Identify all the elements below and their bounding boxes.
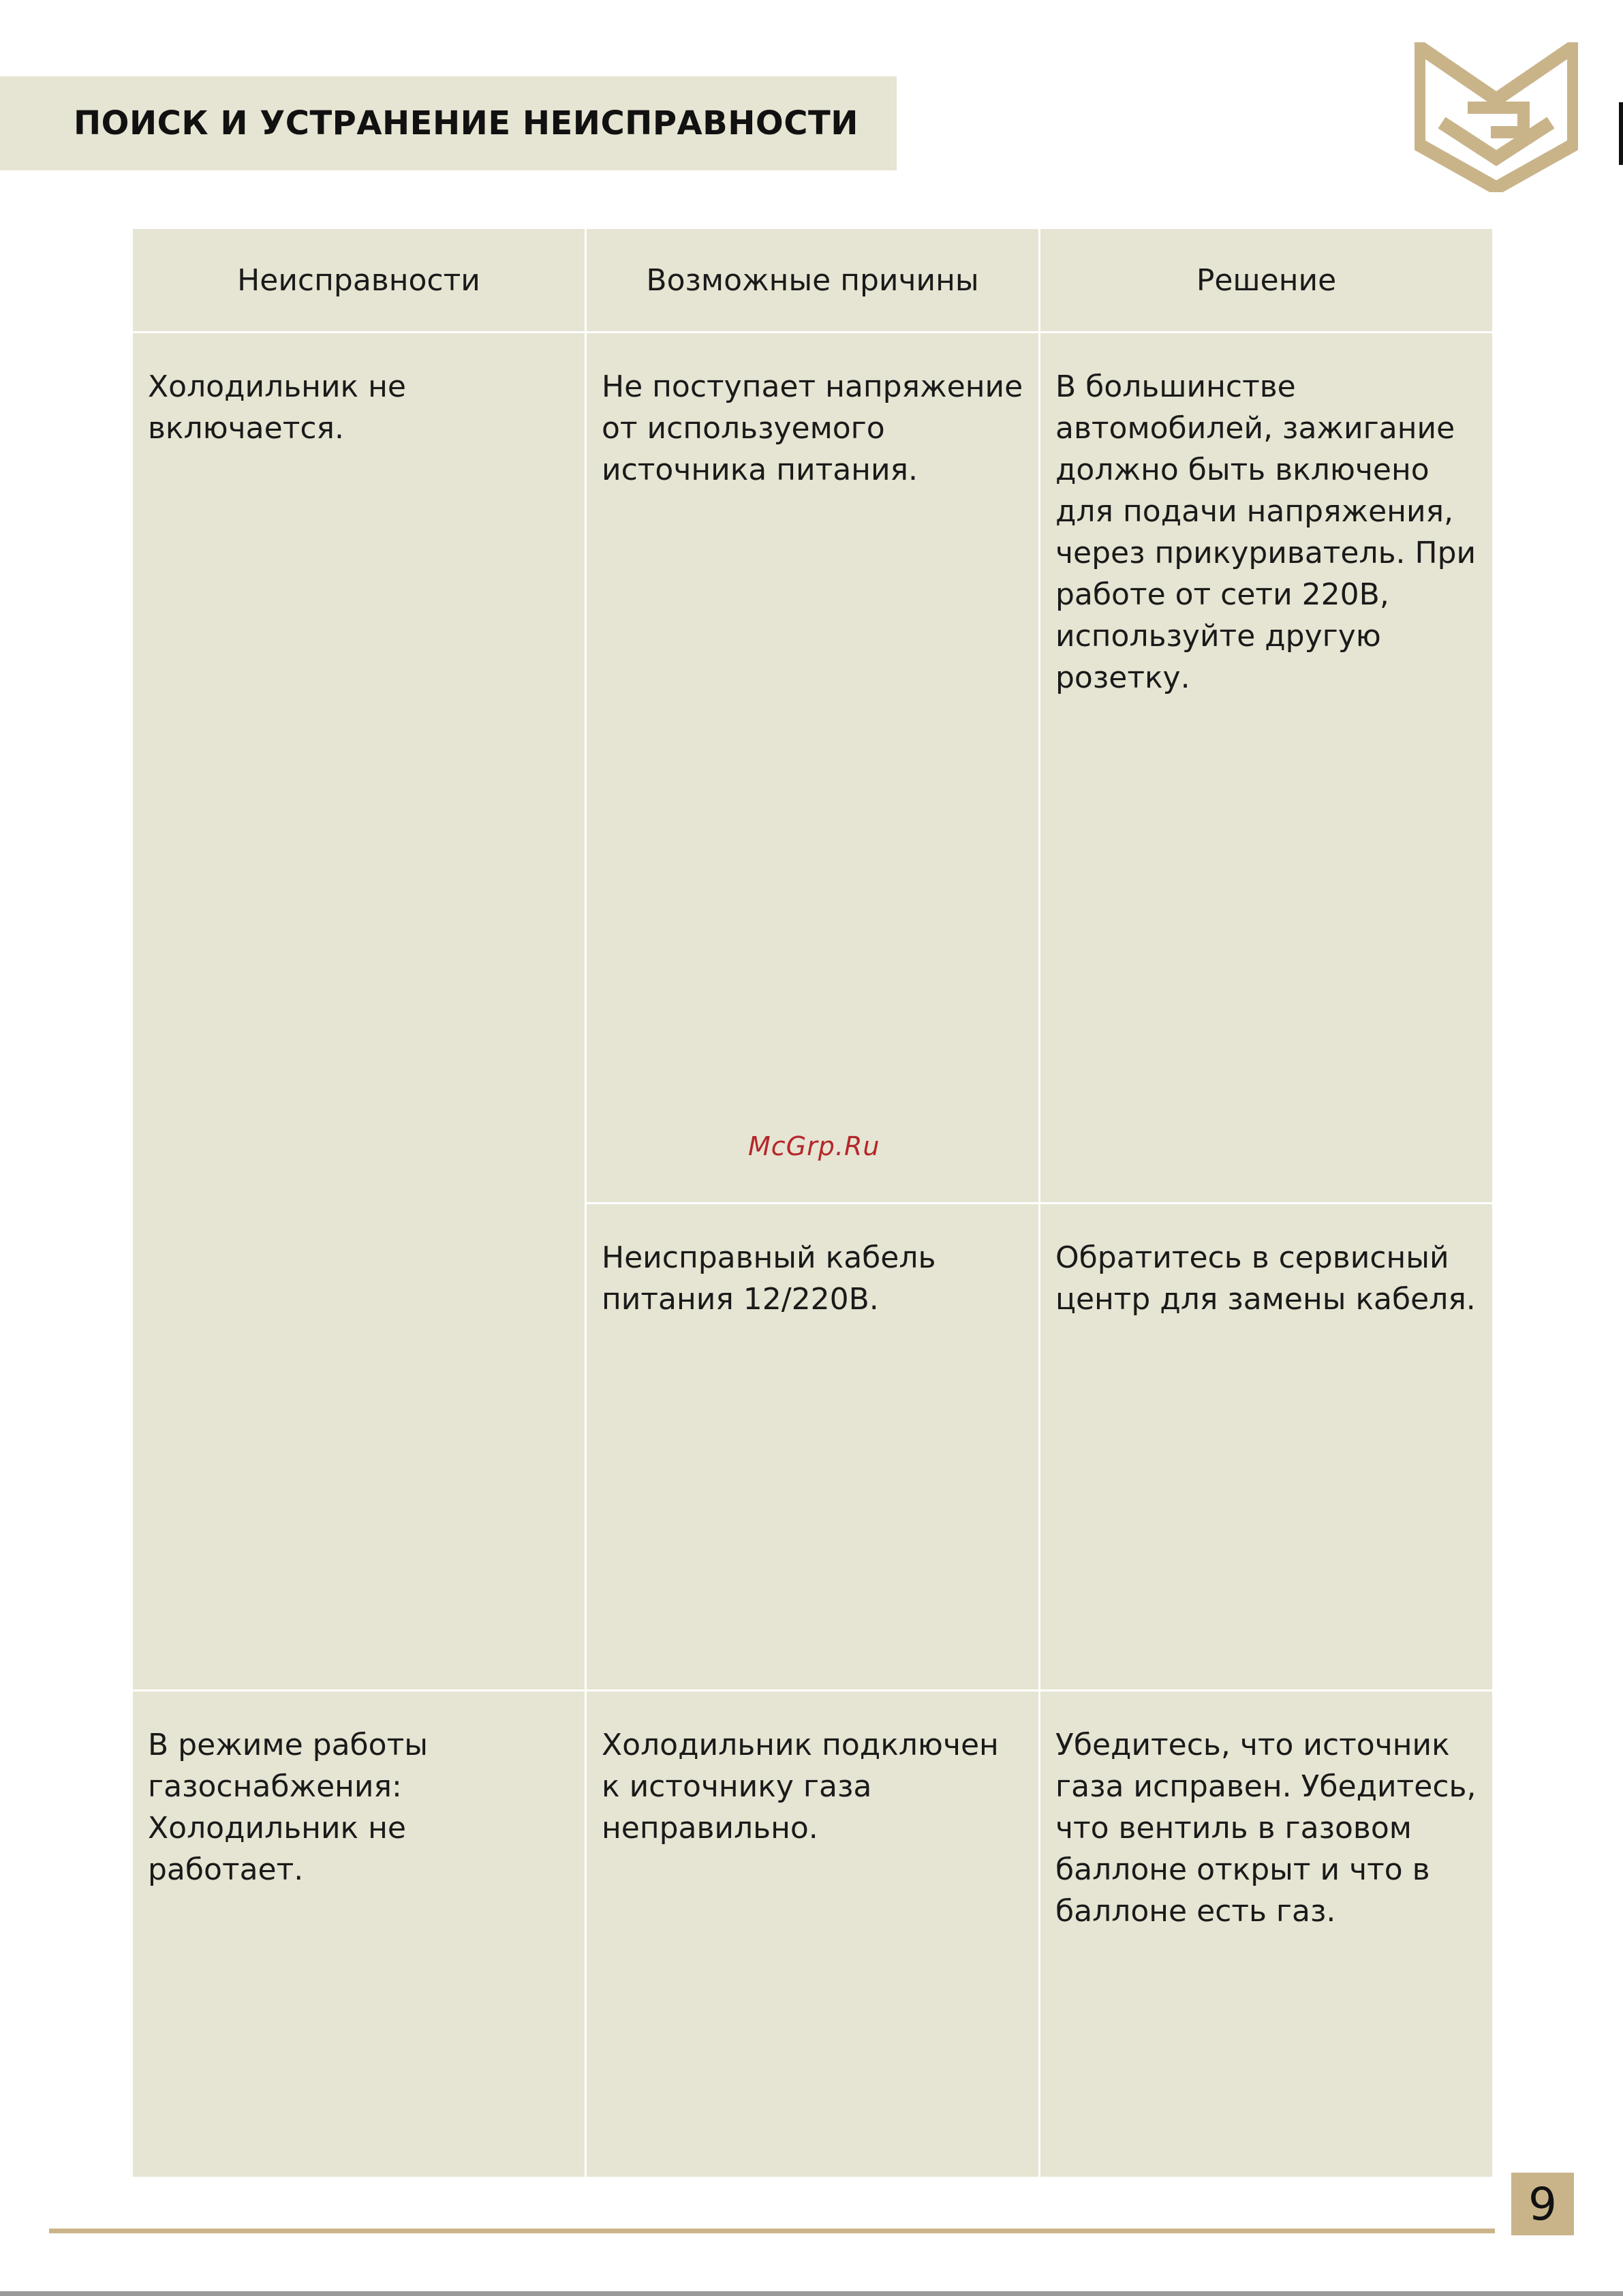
cause-text: Неисправный кабель питания 12/220В. — [602, 1240, 936, 1317]
cause-cell — [586, 333, 1040, 1204]
fault-text: Холодильник не включается. — [148, 369, 406, 446]
table-row — [132, 333, 1494, 1204]
column-header-label: Возможные причины — [646, 262, 979, 298]
column-header-label: Решение — [1196, 262, 1337, 298]
footer-rule — [49, 2229, 1495, 2233]
troubleshooting-table — [131, 227, 1494, 2179]
column-header-causes — [586, 228, 1040, 333]
cause-cell — [586, 1204, 1040, 1691]
fault-cell — [132, 333, 586, 1691]
fault-cell — [132, 1691, 586, 2178]
cause-text: Холодильник подключен к источнику газа неправильно. — [602, 1728, 999, 1846]
watermark-text: McGrp.Ru — [748, 1131, 880, 1161]
column-header-solution — [1040, 228, 1494, 333]
section-title-band — [0, 76, 897, 170]
column-header-faults — [132, 228, 586, 333]
column-header-label: Неисправности — [237, 262, 480, 298]
page-edge-mark — [1619, 102, 1623, 165]
solution-text: Обратитесь в сервисный центр для замены кабеля. — [1055, 1240, 1476, 1317]
bottom-edge-strip — [0, 2291, 1623, 2296]
fault-text: В режиме работы газоснабжения: Холодильник не работает. — [148, 1728, 428, 1887]
solution-cell — [1040, 333, 1494, 1204]
table-row — [132, 1691, 1494, 2178]
solution-cell — [1040, 1204, 1494, 1691]
page-title: ПОИСК И УСТРАНЕНИЕ НЕИСПРАВНОСТИ — [74, 104, 859, 142]
page-number: 9 — [1528, 2177, 1557, 2231]
cause-cell — [586, 1691, 1040, 2178]
cause-text: Не поступает напряжение от используемого источника питания. — [602, 369, 1023, 487]
solution-cell — [1040, 1691, 1494, 2178]
solution-text: Убедитесь, что источник газа исправен. Убедитесь, что вентиль в газовом баллоне открыт и что в баллоне есть газ. — [1055, 1728, 1477, 1929]
page-number-badge — [1511, 2173, 1574, 2235]
table-header-row — [132, 228, 1494, 333]
solution-text: В большинстве автомобилей, зажигание должно быть включено для подачи напряжения, через прикуриватель. При работе от сети 220В, используйте другую розетку. — [1055, 369, 1477, 695]
brand-chevron-logo-icon — [1415, 42, 1578, 192]
